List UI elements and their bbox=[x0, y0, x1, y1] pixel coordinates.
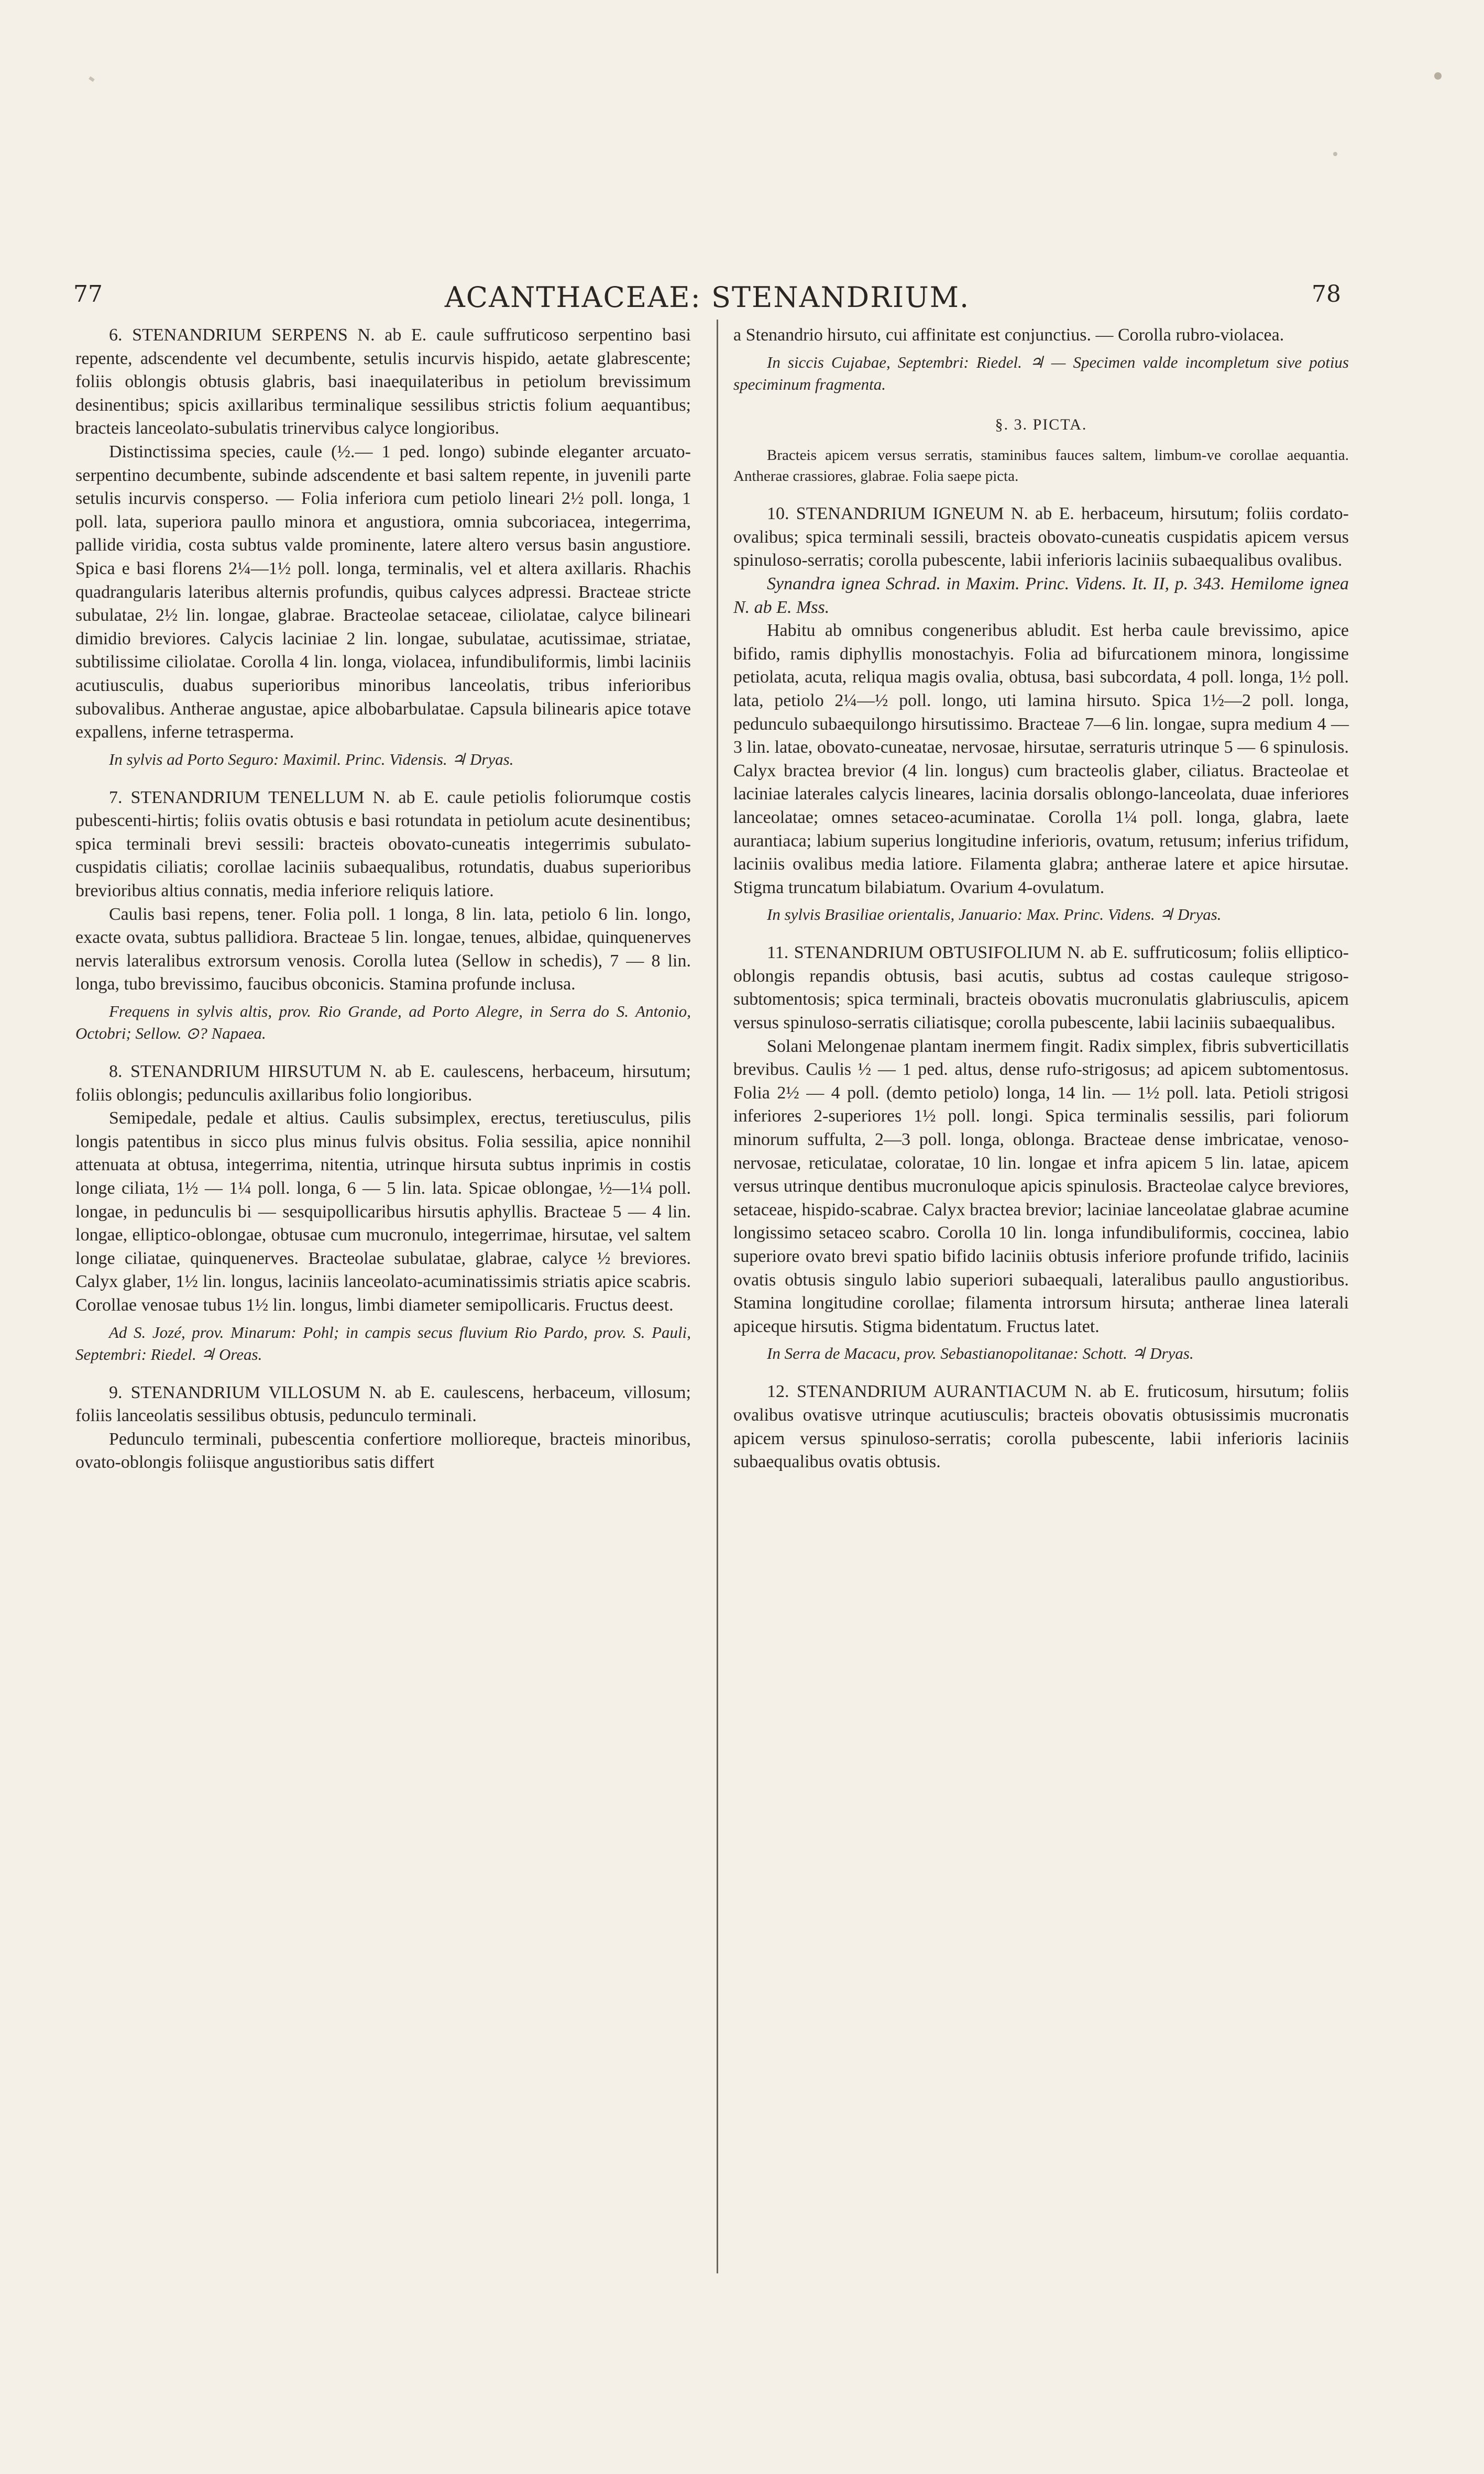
paper-speck bbox=[89, 76, 95, 82]
locality-citation: In sylvis Brasiliae orientalis, Januario: Max. Princ. Videns. ♃ Dryas. bbox=[767, 905, 1222, 924]
running-header bbox=[73, 281, 1341, 317]
page-number-left: 77 bbox=[73, 281, 103, 307]
right-column bbox=[733, 324, 1349, 1474]
species-description: Pedunculo terminali, pubescentia confertiore molliorequе, bracteis minoribus, ovato-oblongis foliisque angustioribus satis differt bbox=[75, 1429, 691, 1472]
species-description: Caulis basi repens, tener. Folia poll. 1 longa, 8 lin. lata, petiolo 6 lin. longo, exacte ovata, subtus pallidiora. Bracteae 5 lin. longae, tenues, albidae, quinquenerves nervis lateralibus extrorsum venosis. Corolla lutea (Sellow in schedis), 7 — 8 lin. longa, tubo brevissimo, faucibus obconicis. Stamina profunde inclusa. bbox=[75, 904, 691, 994]
species-description: Habitu ab omnibus congeneribus abludit. Est herba caule brevissimo, apice bifido, ramis diphyllis monostachyis. Folia ad bifurcationem minora, longissime petiolata, acuta, reliqua magis ovalia, obtusa, basi subcordata, 4 poll. longa, 1½ poll. lata, petiolo 2¼—½ poll. longo, uti lamina hirsuto. Spica 1½—2 poll. longa, pedunculo subaequilongo hirsutissimo. Bracteae 7—6 lin. longae, supra medium 4 — 3 lin. latae, obovato-cuneatae, nervosae, hirsutae, serraturis utrinque 5 — 6 spinulosis. Calyx bractea brevior (4 lin. longus) cum bracteolis glaber, ciliatus. Bracteolae et laciniae laterales calycis lineares, lacinia dorsalis oblongo-lanceolata, duae inferiores lanceolatae; omnes setaceo-acuminatae. Corolla 1¼ poll. longa, glabra, laete aurantiaca; labium superius longitudine inferioris, ovatum, retusum; inferius trifidum, laciniis ovalibus media latiore. Filamenta glabra; antherae latere et apice hirsutae. Stigma truncatum bilabiatum. Ovarium 4-ovulatum. bbox=[733, 621, 1349, 897]
left-column bbox=[75, 324, 691, 1475]
section-heading: §. 3. PICTA. bbox=[995, 415, 1087, 433]
running-title: ACANTHACEAE: STENANDRIUM. bbox=[444, 281, 970, 314]
locality-citation: Ad S. Jozé, prov. Minarum: Pohl; in campis secus fluvium Rio Pardo, prov. S. Pauli, Septembri: Riedel. ♃ Oreas. bbox=[75, 1323, 691, 1364]
species-heading: 9. STENANDRIUM VILLOSUM N. ab E. caulescens, herbaceum, villosum; foliis lanceolatis sessilibus obtusis, pedunculo terminali. bbox=[75, 1382, 691, 1426]
species-heading: 10. STENANDRIUM IGNEUM N. ab E. herbaceum, hirsutum; foliis cordato-ovalibus; spica terminali sessili, bracteis obovato-cuneatis cuspidatis apicem versus spinuloso-serratis; corolla pubescente, labii inferioris laciniis subaequalibus ovalibus. bbox=[733, 504, 1349, 570]
species-heading: 8. STENANDRIUM HIRSUTUM N. ab E. caulescens, herbaceum, hirsutum; foliis oblongis; pedunculis axillaribus folio longioribus. bbox=[75, 1062, 691, 1105]
species-heading: 6. STENANDRIUM SERPENS N. ab E. caule suffruticoso serpentino basi repente, adscendente vel decumbente, setulis incurvis hispido, aetate glabrescente; foliis oblongis obtusis glabris, basi inaequilateribus in petiolum brevissimum desinentibus; spicis axillaribus terminalique sessilibus strictis folium aequantibus; bracteis lanceolato-subulatis trinervibus calyce longioribus. bbox=[75, 325, 691, 438]
paper-speck bbox=[1434, 72, 1442, 80]
column-divider bbox=[717, 320, 718, 2273]
continued-text: a Stenandrio hirsuto, cui affinitate est conjunctius. — Corolla rubro-violacea. bbox=[733, 325, 1284, 345]
section-description: Bracteis apicem versus serratis, staminibus fauces saltem, limbum-ve corollae aequantia. Antherae crassiores, glabrae. Folia saepe picta. bbox=[733, 447, 1349, 485]
species-heading: 11. STENANDRIUM OBTUSIFOLIUM N. ab E. suffruticosum; foliis elliptico-oblongis repandis obtusis, basi acutis, subtus ad costas cauleque strigoso-subtomentosis; spica terminali, bracteis obovatis mucronulatis glabriusculis, apicem versus spinuloso-serratis ciliatisque; corolla pubescente, labii laciniis subaequalibus. bbox=[733, 943, 1349, 1033]
species-description: Distinctissima species, caule (½.— 1 ped. longo) subinde eleganter arcuato-serpentino decumbente, subinde adscendente et basi saltem repente, in juvenili parte setulis incurvis consperso. — Folia inferiora cum petiolo lineari 2½ poll. longa, 1 poll. lata, superiora paullo minora et angustiora, omnia subcoriacea, integerrima, pallide viridia, costa subtus valde prominente, latere altero versus basin angustiore. Spica e basi florens 2¼—1½ poll. longa, terminalis, vel et altera axillaris. Rhachis quadrangularis lateribus alternis profundis, quibus calyces adpressi. Bracteae stricte subulatae, 2½ lin. longae, glabrae. Bracteolae setaceae, ciliolatae, calyce bilineari dimidio breviores. Calycis laciniae 2 lin. longae, subulatae, acutissimae, striatae, subtilissime ciliolatae. Corolla 4 lin. longa, violacea, infundibuliformis, limbi laciniis acutiusculis, duabus superioribus minoribus lanceolatis, tribus inferioribus subovalibus. Antherae angustae, apice albobarbulatae. Capsula bilinearis apice totave expallens, inferne tetrasperma. bbox=[75, 442, 691, 742]
paper-speck bbox=[1333, 152, 1337, 156]
species-description: Semipedale, pedale et altius. Caulis subsimplex, erectus, teretiusculus, pilis longis patentibus in sicco plus minus fulvis obsitus. Folia sessilia, apice nonnihil attenuata at obtusa, integerrima, nitentia, utrinque hirsuta subtus inprimis in costis longe ciliata, 1½ — 1¼ poll. longa, 6 — 5 lin. lata. Spicae oblongae, ½—1¼ poll. longae, in pedunculis bi — sesquipollicaribus hirsutis aphyllis. Bracteae 5 — 4 lin. longae, elliptico-oblongae, obtusae cum mucronulo, integerrimae, hirsutae, vel saltem longe ciliatae, quinquenerves. Bracteolae subulatae, glabrae, calyce ½ breviores. Calyx glaber, 1½ lin. longus, laciniis lanceolato-acuminatissimis striatis apice scabris. Corollae venosae tubus 1½ lin. longus, limbi diameter semipollicaris. Fructus deest. bbox=[75, 1108, 691, 1315]
locality-citation: In siccis Cujabae, Septembri: Riedel. ♃ — Specimen valde incompletum sive potius speciminum fragmenta. bbox=[733, 353, 1349, 393]
species-description: Solani Melongenae plantam inermem fingit. Radix simplex, fibris subverticillatis brevibus. Caulis ½ — 1 ped. altus, dense rufo-strigosus; ad apicem subtomentosus. Folia 2½ — 4 poll. (demto petiolo) longa, 14 lin. — 1½ poll. lata. Petioli strigosi inferiores 2-superiores 1½ poll. longi. Spica terminalis sessilis, pari foliorum minorum suffulta, 2—3 poll. longa, oblonga. Bracteae dense imbricatae, venoso-nervosae, reticulatae, coloratae, 10 lin. longae et infra apicem 5 lin. latae, apicem versus utrinque dentibus mucronuloque apicis spinulosis. Bracteolae calyce breviores, setaceae, hispido-scabrae. Calyx bractea brevior; laciniae lanceolatae glabrae acumine longissimo setaceo scabro. Corolla 10 lin. longa infundibuliformis, coccinea, labio superiore ovato brevi spatio bifido laciniis obtusis inferiore profunde trifido, laciniis ovatis obtusis singulo labio superiori subaequali, lateralibus paullo angustioribus. Stamina longitudine corollae; filamenta introrsum hirsuta; antherae linea laterali apiceque hirsutis. Stigma bidentatum. Fructus latet. bbox=[733, 1036, 1349, 1336]
synonymy: Synandra ignea Schrad. in Maxim. Princ. Videns. It. II, p. 343. Hemilome ignea N. ab E. Mss. bbox=[733, 574, 1349, 617]
species-heading: 7. STENANDRIUM TENELLUM N. ab E. caule petiolis foliorumque costis pubescenti-hirtis; foliis ovatis obtusis e basi rotundata in petiolum acute desinentibus; spica terminali brevi sessili: bracteis obovato-cuneatis integerrimis subulato-cuspidatis ciliatis; corollae laciniis subaequalibus, rotundatis, duabus superioribus brevioribus altius connatis, media inferiore reliquis latiore. bbox=[75, 787, 691, 901]
locality-citation: In Serra de Macacu, prov. Sebastianopolitanae: Schott. ♃ Dryas. bbox=[767, 1344, 1194, 1363]
locality-citation: In sylvis ad Porto Seguro: Maximil. Princ. Vidensis. ♃ Dryas. bbox=[109, 750, 514, 768]
species-heading: 12. STENANDRIUM AURANTIACUM N. ab E. fruticosum, hirsutum; foliis ovalibus ovatisve utrinque acutiusculis; bracteis obovatis obtusissimis mucronatis apicem versus spinuloso-serratis; corolla pubescente, labii inferioris laciniis subaequalibus ovatis obtusis. bbox=[733, 1382, 1349, 1472]
page-number-right: 78 bbox=[1312, 281, 1341, 307]
locality-citation: Frequens in sylvis altis, prov. Rio Grande, ad Porto Alegre, in Serra do S. Antonio, Octobri; Sellow. ⊙? Napaea. bbox=[75, 1002, 691, 1043]
